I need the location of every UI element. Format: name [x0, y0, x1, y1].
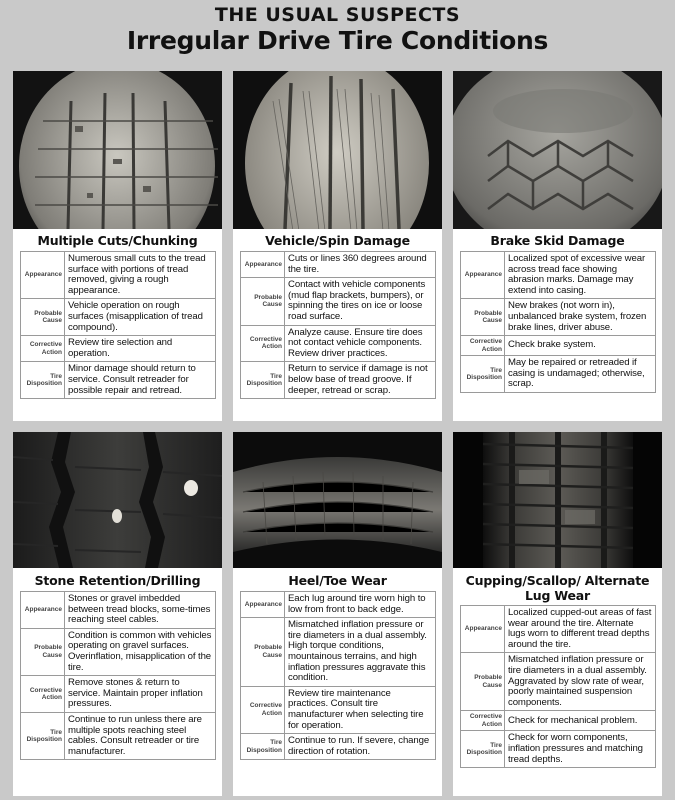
- appearance-label: Appearance: [461, 606, 505, 653]
- corrective-action-row: [241, 686, 436, 733]
- condition-table: [240, 591, 436, 760]
- appearance-label: Appearance: [241, 252, 285, 278]
- condition-card-heel-toe: [233, 432, 442, 796]
- corrective-action-text: Check for mechanical problem.: [505, 711, 656, 731]
- tire-disposition-label: Tire Disposition: [461, 356, 505, 393]
- corrective-action-row: [461, 336, 656, 356]
- card-title: Brake Skid Damage: [490, 233, 625, 248]
- probable-cause-row: [461, 299, 656, 336]
- appearance-label: Appearance: [241, 592, 285, 618]
- condition-card-cupping: [453, 432, 662, 796]
- tire-disposition-label: Tire Disposition: [461, 731, 505, 768]
- condition-table: [460, 605, 656, 768]
- appearance-row: [461, 606, 656, 653]
- probable-cause-label: Probable Cause: [21, 628, 65, 675]
- probable-cause-text: Condition is common with vehicles operating on gravel surfaces. Overinflation, misapplication of the tire.: [65, 628, 216, 675]
- corrective-action-text: Review tire maintenance practices. Consult tire manufacturer when selecting tire for operation.: [285, 686, 436, 733]
- appearance-row: [461, 252, 656, 299]
- probable-cause-row: [21, 299, 216, 336]
- condition-table: [20, 251, 216, 399]
- probable-cause-label: Probable Cause: [461, 299, 505, 336]
- tire-disposition-label: Tire Disposition: [241, 362, 285, 399]
- card-title: Multiple Cuts/Chunking: [37, 233, 198, 248]
- appearance-text: Each lug around tire worn high to low from front to back edge.: [285, 592, 436, 618]
- condition-card-vehicle-spin: [233, 71, 442, 421]
- tire-disposition-row: [461, 356, 656, 393]
- probable-cause-label: Probable Cause: [21, 299, 65, 336]
- tire-photo-spin: [233, 71, 442, 229]
- probable-cause-row: [21, 628, 216, 675]
- corrective-action-label: Corrective Action: [21, 676, 65, 713]
- tire-disposition-text: Return to service if damage is not below base of tread groove. If deeper, retread or scrap.: [285, 362, 436, 399]
- appearance-row: [241, 252, 436, 278]
- tire-disposition-text: May be repaired or retreaded if casing is undamaged; otherwise, scrap.: [505, 356, 656, 393]
- card-title: Vehicle/Spin Damage: [265, 233, 410, 248]
- tire-photo-cuts: [13, 71, 222, 229]
- corrective-action-text: Remove stones & return to service. Maintain proper inflation pressures.: [65, 676, 216, 713]
- appearance-text: Numerous small cuts to the tread surface with portions of tread removed, giving a rough appearance.: [65, 252, 216, 299]
- appearance-label: Appearance: [21, 592, 65, 629]
- probable-cause-row: [241, 618, 436, 687]
- probable-cause-row: [241, 278, 436, 325]
- corrective-action-label: Corrective Action: [461, 711, 505, 731]
- probable-cause-text: Mismatched inflation pressure or tire diameters in a dual assembly. Aggravated by slow rate of wear, poorly maintained suspension components.: [505, 653, 656, 711]
- tire-photo-stone: [13, 432, 222, 568]
- probable-cause-label: Probable Cause: [241, 618, 285, 687]
- corrective-action-label: Corrective Action: [241, 686, 285, 733]
- probable-cause-label: Probable Cause: [241, 278, 285, 325]
- probable-cause-text: Contact with vehicle components (mud flap brackets, bumpers), or spinning the tires on ice or loose road surface.: [285, 278, 436, 325]
- appearance-row: [241, 592, 436, 618]
- tire-disposition-row: [241, 734, 436, 760]
- corrective-action-label: Corrective Action: [21, 336, 65, 362]
- tire-disposition-label: Tire Disposition: [21, 712, 65, 759]
- probable-cause-text: Mismatched inflation pressure or tire diameters in a dual assembly. High torque conditions, mountainous terrains, and high inflation pressures aggravate this condition.: [285, 618, 436, 687]
- appearance-row: [21, 592, 216, 629]
- corrective-action-row: [21, 676, 216, 713]
- appearance-text: Stones or gravel imbedded between tread blocks, some-times reaching steel cables.: [65, 592, 216, 629]
- tire-disposition-row: [21, 362, 216, 399]
- tire-disposition-label: Tire Disposition: [241, 734, 285, 760]
- page-header: [0, 0, 675, 62]
- card-title: Stone Retention/Drilling: [34, 573, 201, 588]
- page-kicker: THE USUAL SUSPECTS: [214, 4, 461, 26]
- tire-photo-heel: [233, 432, 442, 568]
- condition-card-stone-retention: [13, 432, 222, 796]
- corrective-action-text: Analyze cause. Ensure tire does not contact vehicle components. Review driver practices.: [285, 325, 436, 362]
- tire-disposition-label: Tire Disposition: [21, 362, 65, 399]
- card-title: Heel/Toe Wear: [288, 573, 387, 588]
- corrective-action-text: Check brake system.: [505, 336, 656, 356]
- corrective-action-label: Corrective Action: [461, 336, 505, 356]
- probable-cause-label: Probable Cause: [461, 653, 505, 711]
- tire-disposition-text: Check for worn components, inflation pressures and matching tread depths.: [505, 731, 656, 768]
- condition-card-multiple-cuts: [13, 71, 222, 421]
- tire-disposition-row: [461, 731, 656, 768]
- probable-cause-text: Vehicle operation on rough surfaces (misapplication of tread compound).: [65, 299, 216, 336]
- appearance-row: [21, 252, 216, 299]
- condition-table: [460, 251, 656, 393]
- appearance-text: Localized cupped-out areas of fast wear around the tire. Alternate lugs worn to different tread depths around the tire.: [505, 606, 656, 653]
- tire-disposition-row: [21, 712, 216, 759]
- condition-table: [240, 251, 436, 399]
- corrective-action-row: [241, 325, 436, 362]
- probable-cause-text: New brakes (not worn in), unbalanced brake system, frozen brake lines, driver abuse.: [505, 299, 656, 336]
- tire-disposition-text: Continue to run. If severe, change direction of rotation.: [285, 734, 436, 760]
- corrective-action-text: Review tire selection and operation.: [65, 336, 216, 362]
- appearance-label: Appearance: [461, 252, 505, 299]
- corrective-action-row: [21, 336, 216, 362]
- corrective-action-label: Corrective Action: [241, 325, 285, 362]
- condition-card-brake-skid: [453, 71, 662, 421]
- appearance-text: Cuts or lines 360 degrees around the tire.: [285, 252, 436, 278]
- tire-photo-skid: [453, 71, 662, 229]
- tire-disposition-text: Continue to run unless there are multiple spots reaching steel cables. Consult retreader or tire manufacturer.: [65, 712, 216, 759]
- tire-disposition-text: Minor damage should return to service. Consult retreader for possible repair and retread.: [65, 362, 216, 399]
- tire-disposition-row: [241, 362, 436, 399]
- probable-cause-row: [461, 653, 656, 711]
- page-title: Irregular Drive Tire Conditions: [126, 26, 549, 55]
- card-title: Cupping/Scallop/ Alternate Lug Wear: [465, 573, 650, 603]
- appearance-label: Appearance: [21, 252, 65, 299]
- appearance-text: Localized spot of excessive wear across tread face showing abrasion marks. Damage may extend into casing.: [505, 252, 656, 299]
- corrective-action-row: [461, 711, 656, 731]
- tire-photo-cupping: [453, 432, 662, 568]
- condition-table: [20, 591, 216, 760]
